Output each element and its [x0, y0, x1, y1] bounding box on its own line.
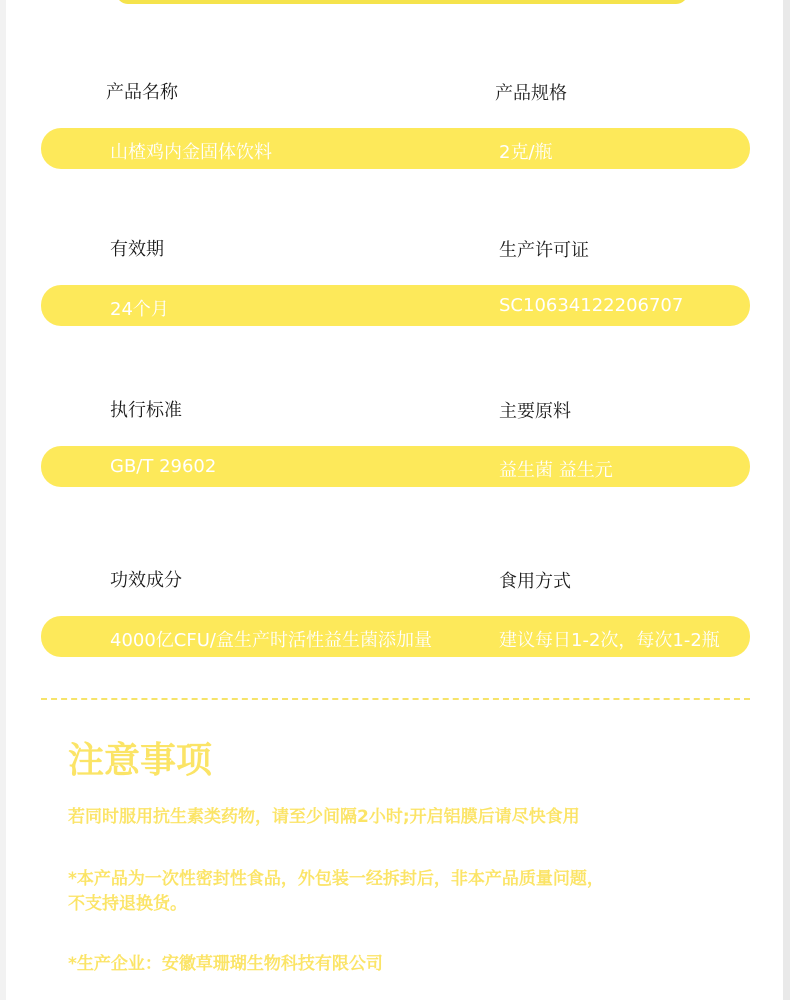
- spec-label-product-spec: 产品规格: [495, 83, 567, 104]
- spec-label-ingredients: 主要原料: [499, 401, 571, 422]
- spec-value-bar: [41, 128, 750, 169]
- spec-label-shelf-life: 有效期: [110, 239, 164, 260]
- decorative-top-bar: [116, 0, 688, 4]
- spec-value-ingredients: 益生菌 益生元: [499, 460, 613, 481]
- spec-value-license: SC10634122206707: [499, 295, 684, 316]
- spec-value-shelf-life: 24个月: [110, 299, 169, 320]
- spec-label-product-name: 产品名称: [106, 82, 178, 103]
- spec-value-product-name: 山楂鸡内金固体饮料: [110, 142, 272, 163]
- notice-line-return-policy-cont: 不支持退换货。: [68, 894, 187, 914]
- notice-title: 注意事项: [68, 740, 213, 781]
- notice-line-return-policy: *本产品为一次性密封性食品，外包装一经拆封后，非本产品质量问题，: [68, 869, 604, 889]
- spec-value-standard: GB/T 29602: [110, 456, 217, 477]
- spec-value-product-spec: 2克/瓶: [499, 142, 553, 163]
- dashed-divider: [41, 698, 750, 700]
- page-edge: [783, 0, 790, 1000]
- product-detail-page: [6, 0, 783, 1000]
- spec-label-standard: 执行标准: [110, 400, 182, 421]
- spec-label-license: 生产许可证: [499, 240, 589, 261]
- spec-value-bar: [41, 285, 750, 326]
- notice-line-manufacturer: *生产企业：安徽草珊瑚生物科技有限公司: [68, 954, 383, 974]
- notice-line-antibiotics: 若同时服用抗生素类药物，请至少间隔2小时;开启铝膜后请尽快食用: [68, 807, 580, 827]
- spec-value-bar: [41, 616, 750, 657]
- spec-value-usage: 建议每日1-2次，每次1-2瓶: [499, 630, 720, 651]
- spec-value-bar: [41, 446, 750, 487]
- spec-label-usage: 食用方式: [499, 571, 571, 592]
- spec-label-effective-component: 功效成分: [110, 570, 182, 591]
- spec-value-effective-component: 4000亿CFU/盒生产时活性益生菌添加量: [110, 630, 432, 651]
